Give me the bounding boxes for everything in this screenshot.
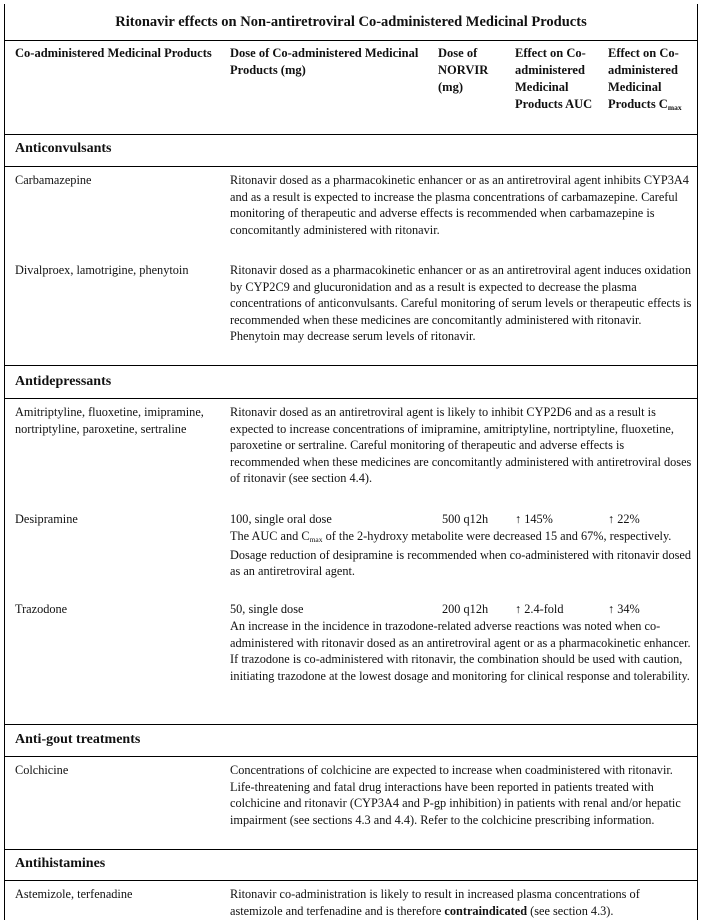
drug-desipramine: Desipramine <box>15 512 78 526</box>
drug-astemizole: Astemizole, terfenadine <box>15 887 133 901</box>
divider <box>5 880 697 881</box>
divider <box>5 40 697 41</box>
auc-trazodone: ↑ 2.4-fold <box>515 602 564 616</box>
document-page <box>4 4 698 920</box>
auc-desipramine: ↑ 145% <box>515 512 553 526</box>
text-trazodone: An increase in the incidence in trazodone-related adverse reactions was noted when co-administered with ritonavir dosed as an antiretroviral agent or as a pharmacokinetic enhancer. If trazodone is co-administered with ritonavir, the combination should be used with caution, initiating trazodone at the lowest dosage and monitoring for clinical response and tolerability. <box>230 619 691 683</box>
section-antidepressants: Antidepressants <box>15 374 112 389</box>
divider <box>5 365 697 366</box>
drug-amitriptyline: Amitriptyline, fluoxetine, imipramine, nortriptyline, paroxetine, sertraline <box>15 405 204 436</box>
text-carbamazepine: Ritonavir dosed as a pharmacokinetic enhancer or as an antiretroviral agent inhibits CYP3A4 and as a result is expected to increase the plasma concentrations of carbamazepine. Careful monitoring of therapeutic and adverse effects is recommended when carbamazepine is concomitantly administered with ritonavir. <box>230 173 689 237</box>
text-desipramine: The AUC and $C_{max}$ of the 2-hydroxy metabolite were decreased 15 and 67%, respectively. Dosage reduction of desipramine is recommended when co-administered with ritonavir dosed as an antiretroviral agent. <box>230 529 691 578</box>
drug-divalproex: Divalproex, lamotrigine, phenytoin <box>15 263 189 277</box>
drug-colchicine: Colchicine <box>15 763 69 777</box>
divider <box>5 756 697 757</box>
table-title: Ritonavir effects on Non-antiretroviral Co-administered Medicinal Products <box>115 14 587 30</box>
section-anticonvulsants: Anticonvulsants <box>15 141 112 156</box>
text-amitriptyline: Ritonavir dosed as an antiretroviral agent is likely to inhibit CYP2D6 and as a result is expected to increase concentrations of imipramine, amitriptyline, nortriptyline, fluoxetine, paroxetine or sertraline. Careful monitoring of therapeutic and adverse effects is recommended when these medicines are concomitantly administered with antiretroviral doses of ritonavir (see section 4.4). <box>230 405 692 485</box>
drug-trazodone: Trazodone <box>15 602 68 616</box>
dose-trazodone: 50, single dose <box>230 602 304 616</box>
norvir-trazodone: 200 q12h <box>442 602 489 616</box>
divider <box>5 849 697 850</box>
cmax-trazodone: ↑ 34% <box>608 602 640 616</box>
cmax-desipramine: ↑ 22% <box>608 512 640 526</box>
divider <box>5 724 697 725</box>
divider <box>5 398 697 399</box>
text-astemizole: Ritonavir co-administration is likely to result in increased plasma concentrations of astemizole and terfenadine and is therefore contraindicated (see section 4.3). <box>230 887 640 918</box>
header-col4: Effect on Co-administered Medicinal Products AUC <box>515 46 593 111</box>
header-col3: Dose of NORVIR (mg) <box>438 46 489 94</box>
norvir-desipramine: 500 q12h <box>442 512 489 526</box>
text-divalproex: Ritonavir dosed as a pharmacokinetic enhancer or as an antiretroviral agent induces oxidation by CYP2C9 and glucuronidation and as a result is expected to decrease the plasma concentrations of anticonvulsants. Careful monitoring of serum levels or therapeutic effects is recommended when these medicines are concomitantly administered with ritonavir. Phenytoin may decrease serum levels of ritonavir. <box>230 263 692 343</box>
section-antigout: Anti-gout treatments <box>15 732 141 747</box>
divider <box>5 134 697 135</box>
header-col5: Effect on Co-administered Medicinal Products $C_{max}$ <box>608 46 682 112</box>
divider <box>5 166 697 167</box>
drug-carbamazepine: Carbamazepine <box>15 173 92 187</box>
header-col1: Co-administered Medicinal Products <box>15 46 212 60</box>
text-colchicine: Concentrations of colchicine are expected to increase when coadministered with ritonavir. Life-threatening and fatal drug interactions have been reported in patients treated with colchicine and ritonavir (CYP3A4 and P-gp inhibition) in patients with renal and/or hepatic impairment (see sections 4.3 and 4.4). Refer to the colchicine prescribing information. <box>230 763 681 827</box>
dose-desipramine: 100, single oral dose <box>230 512 332 526</box>
contraindicated-emphasis: contraindicated <box>444 903 528 918</box>
section-antihistamines: Antihistamines <box>15 856 106 871</box>
header-col2: Dose of Co-administered Medicinal Products (mg) <box>230 46 419 77</box>
